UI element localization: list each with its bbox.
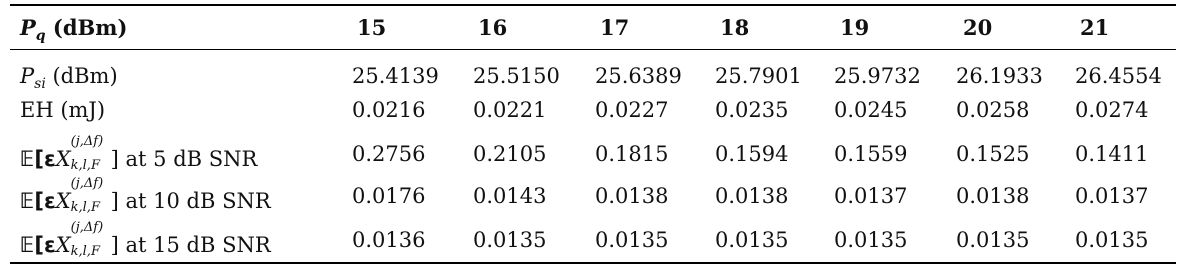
table-cell: 0.0135	[1075, 228, 1149, 252]
row-label-10db	[20, 176, 271, 215]
row-psi-sub: si	[34, 76, 46, 92]
header-col-19: 19	[840, 15, 870, 40]
table-cell: 0.0137	[834, 184, 908, 208]
expect-scripts	[70, 220, 111, 259]
table-cell: 0.0274	[1075, 98, 1149, 122]
table-cell: 0.0235	[715, 98, 789, 122]
table-cell: 0.0258	[956, 98, 1030, 122]
table-cell: 0.0138	[956, 184, 1030, 208]
table-cell: 0.2105	[473, 142, 547, 166]
expect-sub: k,l,F	[70, 158, 100, 173]
table-cell: 0.0245	[834, 98, 908, 122]
table-cell: 26.4554	[1075, 64, 1162, 88]
expect-sub: k,l,F	[70, 244, 100, 259]
expectation-symbol: 𝔼[ε	[20, 189, 56, 213]
table-top-rule	[10, 4, 1176, 6]
table-cell: 0.0135	[834, 228, 908, 252]
table-cell: 0.1411	[1075, 142, 1149, 166]
expect-x: X	[55, 233, 71, 257]
expectation-symbol: 𝔼[ε	[20, 147, 56, 171]
expect-scripts	[70, 134, 111, 173]
expect-sub: k,l,F	[70, 200, 100, 215]
table-cell: 0.0135	[956, 228, 1030, 252]
header-col-20: 20	[963, 15, 993, 40]
table-header-rule	[10, 49, 1176, 50]
header-var-sub: q	[35, 28, 46, 44]
row-label-5db	[20, 134, 258, 173]
row-10db-rest: at 10 dB SNR	[118, 189, 271, 213]
table-cell: 0.0138	[715, 184, 789, 208]
row-label-15db	[20, 220, 271, 259]
table-cell: 25.4139	[352, 64, 439, 88]
table-cell: 26.1933	[956, 64, 1043, 88]
header-var: P	[20, 15, 36, 40]
table-cell: 0.0216	[352, 98, 426, 122]
table-cell: 25.7901	[715, 64, 802, 88]
expect-close: ]	[110, 147, 119, 171]
expect-scripts	[70, 176, 111, 215]
table-cell: 0.0221	[473, 98, 547, 122]
header-unit: (dBm)	[52, 15, 128, 40]
expectation-symbol: 𝔼[ε	[20, 233, 56, 257]
expect-x: X	[55, 189, 71, 213]
expect-x: X	[55, 147, 71, 171]
table-cell: 0.2756	[352, 142, 426, 166]
header-label	[20, 15, 128, 44]
table-cell: 0.0176	[352, 184, 426, 208]
expect-sup: (j,Δf)	[70, 176, 104, 191]
table-cell: 25.6389	[595, 64, 682, 88]
row-label-psi	[20, 64, 118, 92]
table-cell: 25.9732	[834, 64, 921, 88]
row-label-eh: EH (mJ)	[20, 98, 106, 122]
expect-close: ]	[110, 189, 119, 213]
table-cell: 0.1815	[595, 142, 669, 166]
row-5db-rest: at 5 dB SNR	[118, 147, 258, 171]
table-cell: 0.0138	[595, 184, 669, 208]
table-bottom-rule	[10, 262, 1176, 264]
expect-sup: (j,Δf)	[70, 220, 104, 235]
expect-close: ]	[110, 233, 119, 257]
row-psi-unit: (dBm)	[45, 64, 118, 88]
table-cell: 0.1594	[715, 142, 789, 166]
table-cell: 0.1525	[956, 142, 1030, 166]
header-col-21: 21	[1080, 15, 1110, 40]
table-cell: 0.1559	[834, 142, 908, 166]
table-cell: 0.0227	[595, 98, 669, 122]
header-col-18: 18	[720, 15, 750, 40]
header-col-15: 15	[357, 15, 387, 40]
table-cell: 0.0135	[595, 228, 669, 252]
header-col-17: 17	[600, 15, 630, 40]
row-psi-var: P	[20, 64, 35, 88]
table-cell: 0.0136	[352, 228, 426, 252]
table-cell: 0.0137	[1075, 184, 1149, 208]
header-col-16: 16	[478, 15, 508, 40]
expect-sup: (j,Δf)	[70, 134, 104, 149]
table-cell: 0.0135	[473, 228, 547, 252]
row-15db-rest: at 15 dB SNR	[118, 233, 271, 257]
table-cell: 25.5150	[473, 64, 560, 88]
table-cell: 0.0143	[473, 184, 547, 208]
table-cell: 0.0135	[715, 228, 789, 252]
